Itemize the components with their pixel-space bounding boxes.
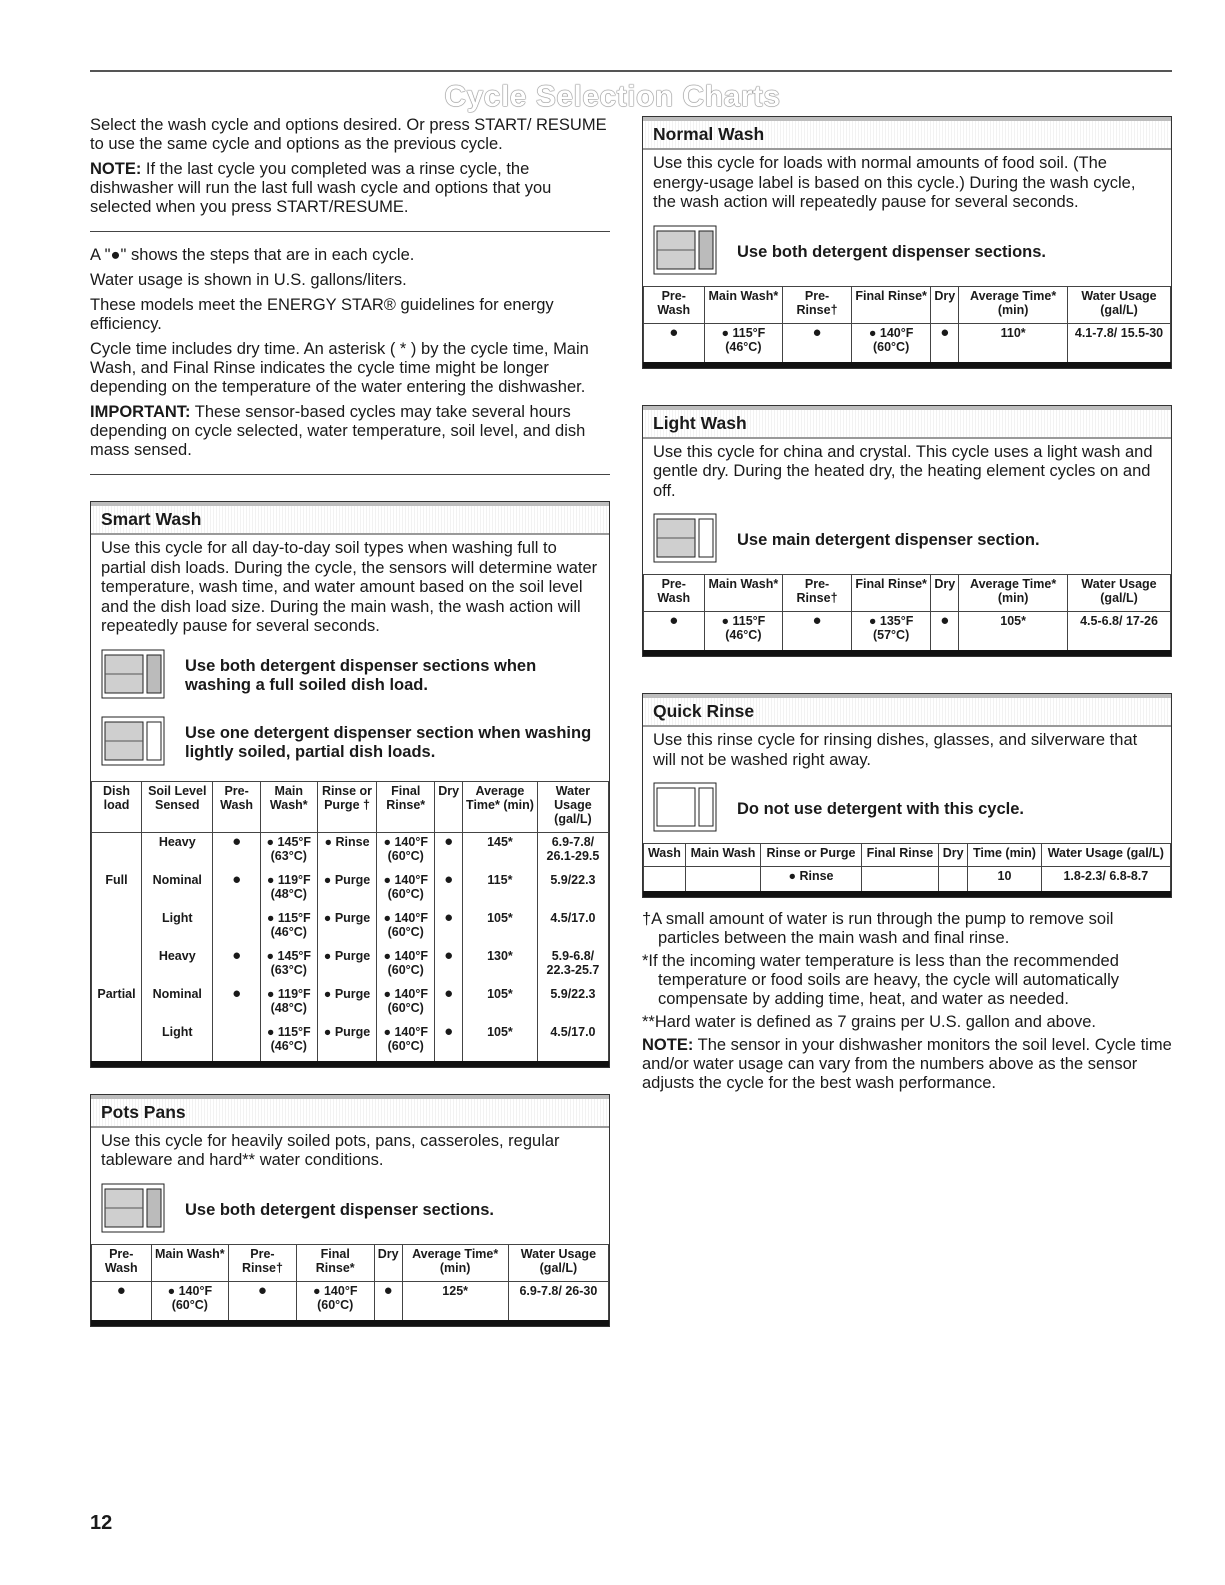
table-cell: ● xyxy=(644,612,705,654)
table-cell: Heavy xyxy=(142,947,213,985)
column-header: Final Rinse xyxy=(861,844,938,867)
table-cell: ● xyxy=(374,1281,402,1323)
table-cell: ● xyxy=(435,909,463,947)
table-cell: Full xyxy=(92,871,142,909)
table-row xyxy=(92,871,609,909)
dispenser-one-icon xyxy=(653,513,717,568)
divider xyxy=(90,474,610,475)
column-header: Final Rinse* xyxy=(851,575,931,612)
important-note xyxy=(90,403,610,460)
light-wash-title: Light Wash xyxy=(643,406,1171,439)
page-title: Cycle Selection Charts xyxy=(444,80,781,113)
table-cell: Partial xyxy=(92,985,142,1023)
table-cell: ● Purge xyxy=(317,947,376,985)
smart-wash-table xyxy=(91,781,609,1067)
table-cell: ● xyxy=(213,985,260,1023)
table-cell: ● xyxy=(229,1281,297,1323)
table-cell xyxy=(92,832,142,871)
table-header-row xyxy=(644,844,1171,867)
water-usage-text: Water usage is shown in U.S. gallons/liters. xyxy=(90,271,407,289)
pots-pans-description: Use this cycle for heavily soiled pots, pans, casseroles, regular tableware and hard** water conditions. xyxy=(101,1131,560,1169)
column-header: Pre- Wash xyxy=(644,286,705,323)
table-cell: ● Rinse xyxy=(317,832,376,871)
column-header: Pre- Rinse† xyxy=(783,575,852,612)
dispenser-both-icon xyxy=(101,1183,165,1238)
footnote-asterisk: *If the incoming water temperature is less than the recommended temperature or food soils are heavy, the cycle will automatically compensate by adding time, heat, and water as needed. xyxy=(642,952,1119,1008)
column-header: Pre- Wash xyxy=(644,575,705,612)
light-wash-description: Use this cycle for china and crystal. This cycle uses a light wash and gentle dry. During the heated dry, the heating element cycles on and off. xyxy=(653,442,1153,500)
pots-pans-table xyxy=(91,1244,609,1326)
table-cell: ● 115°F (46°C) xyxy=(260,1023,317,1064)
page-number: 12 xyxy=(90,1512,113,1534)
table-cell: ● Purge xyxy=(317,985,376,1023)
column-header: Water Usage (gal/L) xyxy=(537,781,608,832)
table-cell: ● xyxy=(435,832,463,871)
column-header: Dry xyxy=(939,844,968,867)
detergent-instruction xyxy=(91,643,609,710)
table-cell xyxy=(644,867,686,895)
quick-rinse-section xyxy=(642,693,1172,898)
table-cell: 110* xyxy=(959,323,1068,365)
table-cell: ● xyxy=(435,871,463,909)
column-header: Dry xyxy=(931,575,959,612)
table-cell: Nominal xyxy=(142,871,213,909)
table-cell: ● xyxy=(435,1023,463,1064)
table-cell xyxy=(685,867,760,895)
column-header: Water Usage (gal/L) xyxy=(1068,575,1171,612)
table-cell: Nominal xyxy=(142,985,213,1023)
column-header: Main Wash* xyxy=(260,781,317,832)
table-cell: 4.5/17.0 xyxy=(537,1023,608,1064)
table-cell: ● 119°F (48°C) xyxy=(260,985,317,1023)
table-header-row xyxy=(644,575,1171,612)
detergent-text: Use main detergent dispenser section. xyxy=(737,531,1040,549)
pots-pans-section xyxy=(90,1094,610,1327)
column-header: Main Wash* xyxy=(704,575,783,612)
divider xyxy=(90,231,610,232)
quick-rinse-description: Use this rinse cycle for rinsing dishes, glasses, and silverware that will not be washed right away. xyxy=(653,731,1138,769)
column-header: Time (min) xyxy=(968,844,1041,867)
table-row xyxy=(644,323,1171,365)
column-header: Pre- Wash xyxy=(92,1244,152,1281)
column-header: Average Time* (min) xyxy=(959,575,1068,612)
detergent-instruction xyxy=(643,776,1171,843)
intro-note xyxy=(90,160,610,217)
footnotes xyxy=(642,910,1172,1093)
table-cell: ● 119°F (48°C) xyxy=(260,871,317,909)
column-header: Main Wash* xyxy=(704,286,783,323)
table-cell: ● xyxy=(92,1281,152,1323)
table-cell: 6.9-7.8/ 26.1-29.5 xyxy=(537,832,608,871)
table-cell: ● xyxy=(931,323,959,365)
note-label: NOTE: xyxy=(90,160,142,178)
table-cell: 105* xyxy=(959,612,1068,654)
column-header: Main Wash xyxy=(685,844,760,867)
footnote-hard-water: **Hard water is defined as 7 grains per U.S. gallon and above. xyxy=(642,1013,1097,1031)
table-header-row xyxy=(92,781,609,832)
table-cell: ● xyxy=(213,947,260,985)
table-cell: ● xyxy=(783,612,852,654)
detergent-instruction xyxy=(643,507,1171,574)
detergent-instruction xyxy=(643,219,1171,286)
table-row xyxy=(92,947,609,985)
table-cell: ● 140°F (60°C) xyxy=(151,1281,229,1323)
table-cell: 125* xyxy=(402,1281,508,1323)
table-cell: ● 140°F (60°C) xyxy=(296,1281,374,1323)
column-header: Rinse or Purge † xyxy=(317,781,376,832)
table-cell xyxy=(861,867,938,895)
light-wash-section xyxy=(642,405,1172,658)
table-cell xyxy=(92,909,142,947)
detergent-instruction xyxy=(91,710,609,781)
column-header: Dish load xyxy=(92,781,142,832)
right-column xyxy=(642,116,1172,1097)
table-cell xyxy=(213,1023,260,1064)
column-header: Dry xyxy=(374,1244,402,1281)
smart-wash-description: Use this cycle for all day-to-day soil types when washing full to partial dish loads. During the cycle, the sensors will determine water temperature, wash time, and water amount based on the soil level and the dish load size. During the main wash, the wash action will repeatedly pause for several seconds. xyxy=(101,539,598,635)
pots-pans-title: Pots Pans xyxy=(91,1095,609,1128)
normal-wash-title: Normal Wash xyxy=(643,117,1171,150)
column-header: Average Time* (min) xyxy=(959,286,1068,323)
cycle-time-text: Cycle time includes dry time. An asterisk ( * ) by the cycle time, Main Wash, and Final Rinse indicates the cycle time might be longer depending on the temperature of the water entering the dishwasher. xyxy=(90,340,589,396)
normal-wash-description: Use this cycle for loads with normal amounts of food soil. (The energy-usage label is based on this cycle.) During the wash cycle, the wash action will repeatedly pause for several seconds. xyxy=(653,154,1136,211)
table-cell: 4.5-6.8/ 17-26 xyxy=(1068,612,1171,654)
table-cell: 145* xyxy=(463,832,538,871)
note-text: The sensor in your dishwasher monitors the soil level. Cycle time and/or water usage can vary from the numbers above as the sensor adjusts the cycle for the best wash performance. xyxy=(642,1036,1172,1092)
table-cell: ● 140°F (60°C) xyxy=(377,871,435,909)
detergent-text: Do not use detergent with this cycle. xyxy=(737,800,1024,818)
table-cell: 130* xyxy=(463,947,538,985)
table-header-row xyxy=(92,1244,609,1281)
table-cell: ● 115°F (46°C) xyxy=(704,323,783,365)
table-cell: ● Rinse xyxy=(761,867,862,895)
table-cell: ● 140°F (60°C) xyxy=(377,1023,435,1064)
table-cell: ● 140°F (60°C) xyxy=(377,832,435,871)
table-cell: ● Purge xyxy=(317,909,376,947)
intro-paragraph: Select the wash cycle and options desired. Or press START/ RESUME to use the same cycle and options as the previous cycle. xyxy=(90,116,607,153)
quick-rinse-title: Quick Rinse xyxy=(643,694,1171,727)
column-header: Average Time* (min) xyxy=(463,781,538,832)
left-column xyxy=(90,116,610,1327)
note-label: NOTE: xyxy=(642,1036,694,1054)
quick-rinse-table xyxy=(643,843,1171,897)
footnote-note xyxy=(642,1036,1172,1093)
table-cell: Heavy xyxy=(142,832,213,871)
table-cell: ● 115°F (46°C) xyxy=(704,612,783,654)
table-cell: ● Purge xyxy=(317,871,376,909)
column-header: Final Rinse* xyxy=(377,781,435,832)
table-cell: 6.9-7.8/ 26-30 xyxy=(508,1281,608,1323)
normal-wash-table xyxy=(643,286,1171,368)
column-header: Water Usage (gal/L) xyxy=(508,1244,608,1281)
smart-wash-title: Smart Wash xyxy=(91,502,609,535)
table-cell: ● xyxy=(213,832,260,871)
table-cell: Light xyxy=(142,1023,213,1064)
dispenser-both-icon xyxy=(653,225,717,280)
table-cell: 10 xyxy=(968,867,1041,895)
column-header: Pre- Rinse† xyxy=(229,1244,297,1281)
table-cell: 4.1-7.8/ 15.5-30 xyxy=(1068,323,1171,365)
table-cell: 1.8-2.3/ 6.8-8.7 xyxy=(1041,867,1170,895)
top-rule xyxy=(90,70,1172,72)
table-cell xyxy=(92,947,142,985)
table-cell xyxy=(213,909,260,947)
column-header: Rinse or Purge xyxy=(761,844,862,867)
table-cell: ● xyxy=(435,985,463,1023)
column-header: Average Time* (min) xyxy=(402,1244,508,1281)
table-cell: 4.5/17.0 xyxy=(537,909,608,947)
table-cell: ● Purge xyxy=(317,1023,376,1064)
column-header: Pre- Wash xyxy=(213,781,260,832)
table-cell: 115* xyxy=(463,871,538,909)
column-header: Final Rinse* xyxy=(851,286,931,323)
energy-text: These models meet the ENERGY STAR® guidelines for energy efficiency. xyxy=(90,296,554,333)
table-header-row xyxy=(644,286,1171,323)
column-header: Soil Level Sensed xyxy=(142,781,213,832)
table-cell xyxy=(939,867,968,895)
table-row xyxy=(92,832,609,871)
table-cell: ● 145°F (63°C) xyxy=(260,947,317,985)
table-cell: ● 115°F (46°C) xyxy=(260,909,317,947)
table-row xyxy=(92,1023,609,1064)
table-cell: 105* xyxy=(463,1023,538,1064)
detergent-text: Use one detergent dispenser section when washing lightly soiled, partial dish loads. xyxy=(185,724,592,761)
table-cell: ● 140°F (60°C) xyxy=(377,947,435,985)
column-header: Pre- Rinse† xyxy=(783,286,852,323)
column-header: Main Wash* xyxy=(151,1244,229,1281)
table-row xyxy=(92,1281,609,1323)
detergent-instruction xyxy=(91,1177,609,1244)
table-cell: ● xyxy=(644,323,705,365)
column-header: Final Rinse* xyxy=(296,1244,374,1281)
table-cell: 105* xyxy=(463,985,538,1023)
dot-legend: A "●" shows the steps that are in each cycle. xyxy=(90,246,415,264)
detergent-text: Use both detergent dispenser sections. xyxy=(737,242,1046,261)
detergent-text: Use both detergent dispenser sections. xyxy=(185,1200,494,1219)
table-row xyxy=(92,909,609,947)
column-header: Wash xyxy=(644,844,686,867)
table-row xyxy=(92,985,609,1023)
dispenser-both-icon xyxy=(101,649,165,704)
table-cell: 5.9/22.3 xyxy=(537,871,608,909)
dispenser-empty-icon xyxy=(653,782,717,837)
column-header: Water Usage (gal/L) xyxy=(1068,286,1171,323)
table-row xyxy=(644,867,1171,895)
table-cell: 5.9/22.3 xyxy=(537,985,608,1023)
detergent-text: Use both detergent dispenser sections when washing a full soiled dish load. xyxy=(185,657,537,694)
important-label: IMPORTANT: xyxy=(90,403,191,421)
light-wash-table xyxy=(643,574,1171,656)
table-cell: ● 140°F (60°C) xyxy=(851,323,931,365)
table-cell: Light xyxy=(142,909,213,947)
normal-wash-section xyxy=(642,116,1172,369)
table-cell: 5.9-6.8/ 22.3-25.7 xyxy=(537,947,608,985)
table-cell: ● xyxy=(931,612,959,654)
dispenser-one-icon xyxy=(101,716,165,771)
footnote-dagger: †A small amount of water is run through the pump to remove soil particles between the main wash and final rinse. xyxy=(642,910,1114,947)
column-header: Dry xyxy=(931,286,959,323)
note-text: If the last cycle you completed was a rinse cycle, the dishwasher will run the last full wash cycle and options that you selected when you press START/RESUME. xyxy=(90,160,552,216)
smart-wash-section xyxy=(90,501,610,1068)
table-cell: ● 140°F (60°C) xyxy=(377,909,435,947)
table-cell: ● xyxy=(213,871,260,909)
table-cell: 105* xyxy=(463,909,538,947)
table-cell xyxy=(92,1023,142,1064)
important-text: These sensor-based cycles may take several hours depending on cycle selected, water temperature, soil level, and dish mass sensed. xyxy=(90,403,586,459)
table-cell: ● 135°F (57°C) xyxy=(851,612,931,654)
table-cell: ● 140°F (60°C) xyxy=(377,985,435,1023)
table-cell: ● xyxy=(435,947,463,985)
table-cell: ● 145°F (63°C) xyxy=(260,832,317,871)
column-header: Dry xyxy=(435,781,463,832)
table-row xyxy=(644,612,1171,654)
table-cell: ● xyxy=(783,323,852,365)
column-header: Water Usage (gal/L) xyxy=(1041,844,1170,867)
